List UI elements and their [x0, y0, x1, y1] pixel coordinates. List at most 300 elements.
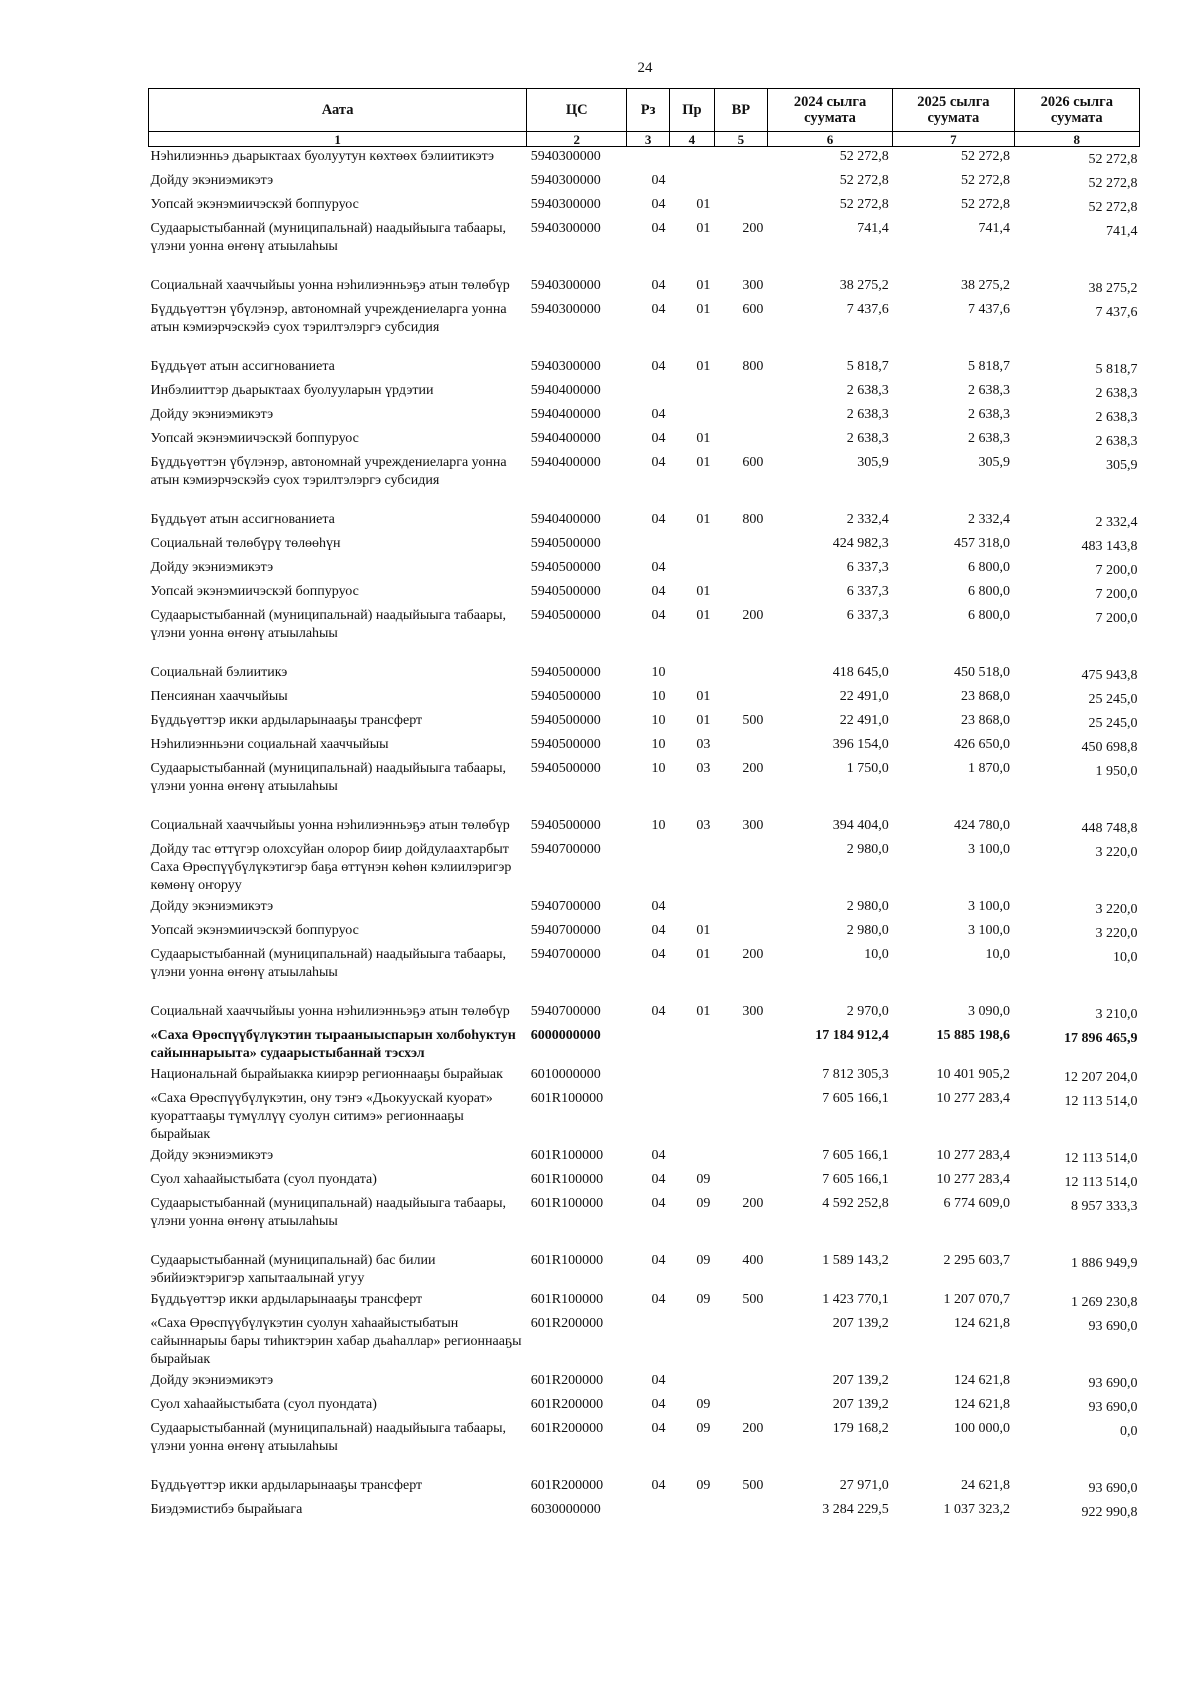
row-pr: 01 — [696, 713, 711, 728]
table-row — [149, 219, 1140, 276]
table-row — [149, 147, 1140, 172]
row-amount-2026: 2 332,4 — [1095, 515, 1138, 530]
row-vr — [714, 1371, 767, 1395]
table-row — [149, 1290, 1140, 1314]
row-cs-code: 5940300000 — [530, 173, 601, 188]
row-cs-code: 5940500000 — [530, 761, 601, 776]
row-pr: 01 — [696, 455, 711, 470]
page-number: 24 — [637, 60, 653, 76]
row-amount-2026: 305,9 — [1106, 458, 1138, 473]
table-row — [149, 1476, 1140, 1500]
row-rz: 10 — [651, 761, 666, 776]
row-vr: 600 — [742, 302, 764, 317]
row-vr — [714, 1146, 767, 1170]
row-vr: 200 — [742, 1421, 764, 1436]
table-row — [149, 945, 1140, 1002]
row-pr — [669, 405, 714, 429]
row-rz: 04 — [651, 359, 666, 374]
row-vr — [714, 147, 767, 172]
row-amount-2025: 2 638,3 — [968, 383, 1011, 398]
row-amount-2024: 2 638,3 — [846, 383, 889, 398]
table-row — [149, 429, 1140, 453]
row-name: Дойду экэниэмикэтэ — [150, 560, 274, 575]
table-row — [149, 171, 1140, 195]
row-rz: 04 — [651, 302, 666, 317]
row-name: Национальнай бырайыакка киирэр регионнааҕы бырайыак — [150, 1067, 503, 1082]
row-amount-2024: 7 605 166,1 — [822, 1172, 889, 1187]
row-name: Судаарыстыбаннай (муниципальнай) наадыйыыга табаары, үлэни уонна өҥөнү атыылаһыы — [150, 221, 507, 254]
header-2025: 2025 сылга суумата — [893, 89, 1014, 132]
table-row — [149, 1146, 1140, 1170]
row-rz: 04 — [651, 1196, 666, 1211]
row-amount-2024: 5 818,7 — [846, 359, 889, 374]
row-vr — [714, 429, 767, 453]
row-pr: 09 — [696, 1478, 711, 1493]
row-pr — [669, 171, 714, 195]
row-name: Бүддьүөттэр икки ардыларынааҕы трансферт — [150, 713, 423, 728]
col-number-7: 7 — [893, 132, 1014, 147]
row-amount-2025: 52 272,8 — [961, 197, 1011, 212]
row-amount-2026: 1 269 230,8 — [1071, 1295, 1138, 1310]
row-rz — [627, 1314, 670, 1371]
row-name: Социальнай төлөбүрү төлөөһүн — [150, 536, 341, 551]
row-amount-2024: 6 337,3 — [846, 608, 889, 623]
table-row — [149, 1251, 1140, 1290]
row-name: Бүддьүөт атын ассигнованиета — [150, 512, 335, 527]
table-header — [149, 89, 1140, 147]
row-cs-code: 5940500000 — [530, 584, 601, 599]
table-row — [149, 663, 1140, 687]
row-pr — [669, 1500, 714, 1524]
row-pr — [669, 1026, 714, 1065]
row-amount-2026: 25 245,0 — [1088, 716, 1138, 731]
row-vr — [714, 735, 767, 759]
row-amount-2026: 483 143,8 — [1081, 539, 1138, 554]
row-amount-2026: 1 950,0 — [1095, 764, 1138, 779]
row-vr: 200 — [742, 947, 764, 962]
row-cs-code: 5940700000 — [530, 923, 601, 938]
row-pr — [669, 558, 714, 582]
row-amount-2025: 23 868,0 — [961, 689, 1011, 704]
row-vr: 500 — [742, 713, 764, 728]
col-number-5: 5 — [714, 132, 767, 147]
row-pr — [669, 840, 714, 897]
row-vr: 200 — [742, 221, 764, 236]
row-rz: 04 — [651, 431, 666, 446]
row-vr: 500 — [742, 1478, 764, 1493]
row-cs-code: 5940400000 — [530, 455, 601, 470]
table-row — [149, 1371, 1140, 1395]
row-amount-2025: 3 090,0 — [968, 1004, 1011, 1019]
row-rz: 04 — [651, 923, 666, 938]
row-amount-2025: 2 332,4 — [968, 512, 1011, 527]
row-cs-code: 5940500000 — [530, 665, 601, 680]
row-cs-code: 601R100000 — [530, 1253, 604, 1268]
row-amount-2024: 2 332,4 — [846, 512, 889, 527]
row-rz — [627, 840, 670, 897]
row-amount-2024: 7 437,6 — [846, 302, 889, 317]
row-amount-2026: 93 690,0 — [1088, 1481, 1138, 1496]
row-rz: 10 — [651, 665, 666, 680]
row-name: Судаарыстыбаннай (муниципальнай) бас билии эбийиэктэригэр хапытаалынай угуу — [150, 1253, 436, 1286]
row-amount-2025: 124 621,8 — [954, 1373, 1011, 1388]
row-name: Бүддьүөттэн үбүлэнэр, автономнай учреждениеларга уонна атын кэмиэрчэскэйэ суох тэрилтэлэргэ субсидия — [150, 455, 507, 488]
row-name: Судаарыстыбаннай (муниципальнай) наадыйыыга табаары, үлэни уонна өҥөнү атыылаһыы — [150, 1196, 507, 1229]
row-vr — [714, 534, 767, 558]
row-cs-code: 601R100000 — [530, 1091, 604, 1106]
row-amount-2025: 100 000,0 — [954, 1421, 1011, 1436]
row-amount-2026: 475 943,8 — [1081, 668, 1138, 683]
header-2026: 2026 сылга суумата — [1014, 89, 1139, 132]
row-pr: 09 — [696, 1421, 711, 1436]
row-amount-2025: 3 100,0 — [968, 842, 1011, 857]
row-vr — [714, 1026, 767, 1065]
col-number-1: 1 — [149, 132, 527, 147]
row-name: Пенсиянан хааччыйыы — [150, 689, 288, 704]
row-vr — [714, 687, 767, 711]
row-vr — [714, 663, 767, 687]
row-amount-2026: 52 272,8 — [1088, 152, 1138, 167]
row-amount-2025: 124 621,8 — [954, 1397, 1011, 1412]
row-amount-2025: 6 800,0 — [968, 584, 1011, 599]
row-vr: 200 — [742, 1196, 764, 1211]
row-amount-2026: 12 113 514,0 — [1064, 1151, 1138, 1166]
row-amount-2025: 1 870,0 — [968, 761, 1011, 776]
row-cs-code: 5940500000 — [530, 713, 601, 728]
row-amount-2025: 52 272,8 — [961, 149, 1011, 164]
row-vr — [714, 1500, 767, 1524]
row-cs-code: 601R200000 — [530, 1421, 604, 1436]
row-cs-code: 5940500000 — [530, 560, 601, 575]
row-name: Бүддьүөт атын ассигнованиета — [150, 359, 335, 374]
row-name: Суол хаһаайыстыбата (суол пуондата) — [150, 1172, 377, 1187]
table-row — [149, 759, 1140, 816]
row-vr — [714, 195, 767, 219]
col-number-3: 3 — [627, 132, 670, 147]
row-amount-2024: 2 970,0 — [846, 1004, 889, 1019]
row-amount-2026: 3 220,0 — [1095, 926, 1138, 941]
row-cs-code: 5940300000 — [530, 149, 601, 164]
row-amount-2026: 0,0 — [1120, 1424, 1138, 1439]
row-pr — [669, 534, 714, 558]
row-vr — [714, 558, 767, 582]
row-vr — [714, 921, 767, 945]
row-rz: 04 — [651, 197, 666, 212]
row-pr: 01 — [696, 947, 711, 962]
row-cs-code: 5940400000 — [530, 407, 601, 422]
row-rz: 04 — [651, 1148, 666, 1163]
row-amount-2025: 5 818,7 — [968, 359, 1011, 374]
row-amount-2026: 3 210,0 — [1095, 1007, 1138, 1022]
row-amount-2026: 5 818,7 — [1095, 362, 1138, 377]
row-rz: 04 — [651, 1253, 666, 1268]
row-cs-code: 601R200000 — [530, 1397, 604, 1412]
row-pr — [669, 147, 714, 172]
row-vr — [714, 1065, 767, 1089]
row-pr: 09 — [696, 1253, 711, 1268]
row-name: Судаарыстыбаннай (муниципальнай) наадыйыыга табаары, үлэни уонна өҥөнү атыылаһыы — [150, 1421, 507, 1454]
row-pr — [669, 1065, 714, 1089]
table-row — [149, 840, 1140, 897]
table-row — [149, 558, 1140, 582]
row-rz — [627, 381, 670, 405]
row-pr: 01 — [696, 1004, 711, 1019]
row-pr: 01 — [696, 689, 711, 704]
row-pr — [669, 1089, 714, 1146]
row-vr: 800 — [742, 512, 764, 527]
col-number-2: 2 — [527, 132, 627, 147]
budget-table — [148, 88, 1140, 1524]
row-pr — [669, 1146, 714, 1170]
header-cs: ЦС — [527, 89, 627, 132]
row-name: Социальнай бэлиитикэ — [150, 665, 288, 680]
col-number-8: 8 — [1014, 132, 1139, 147]
row-amount-2026: 922 990,8 — [1081, 1505, 1138, 1520]
row-amount-2024: 52 272,8 — [839, 197, 889, 212]
row-name: Нэһилиэнньэ дьарыктаах буолуутун көхтөөх бэлиитикэтэ — [150, 149, 495, 164]
row-amount-2025: 7 437,6 — [968, 302, 1011, 317]
row-cs-code: 5940300000 — [530, 221, 601, 236]
row-name: Биэдэмистибэ бырайыага — [150, 1502, 303, 1517]
row-rz: 04 — [651, 221, 666, 236]
row-amount-2025: 15 885 198,6 — [936, 1028, 1011, 1043]
table-row — [149, 735, 1140, 759]
row-vr: 300 — [742, 278, 764, 293]
row-amount-2025: 124 621,8 — [954, 1316, 1011, 1331]
row-name: Уопсай экэнэмиичэскэй боппуруос — [150, 431, 359, 446]
table-row — [149, 921, 1140, 945]
row-name: Уопсай экэнэмиичэскэй боппуруос — [150, 584, 359, 599]
row-amount-2026: 12 207 204,0 — [1064, 1070, 1138, 1085]
table-row — [149, 405, 1140, 429]
row-vr — [714, 1395, 767, 1419]
row-pr: 09 — [696, 1196, 711, 1211]
row-cs-code: 601R200000 — [530, 1373, 604, 1388]
row-name: Социальнай хааччыйыы уонна нэһилиэнньэҕэ атын төлөбүр — [150, 818, 510, 833]
row-pr — [669, 381, 714, 405]
row-name: Судаарыстыбаннай (муниципальнай) наадыйыыга табаары, үлэни уонна өҥөнү атыылаһыы — [150, 947, 507, 980]
row-amount-2024: 179 168,2 — [832, 1421, 889, 1436]
row-amount-2026: 448 748,8 — [1081, 821, 1138, 836]
row-amount-2025: 52 272,8 — [961, 173, 1011, 188]
row-cs-code: 601R100000 — [530, 1148, 604, 1163]
row-pr: 01 — [696, 512, 711, 527]
row-cs-code: 5940300000 — [530, 197, 601, 212]
row-name: Бүддьүөттэр икки ардыларынааҕы трансферт — [150, 1292, 423, 1307]
header-vr: ВР — [714, 89, 767, 132]
row-amount-2024: 38 275,2 — [839, 278, 889, 293]
row-rz — [627, 1500, 670, 1524]
row-name: Судаарыстыбаннай (муниципальнай) наадыйыыга табаары, үлэни уонна өҥөнү атыылаһыы — [150, 761, 507, 794]
row-pr — [669, 1371, 714, 1395]
row-amount-2025: 426 650,0 — [954, 737, 1011, 752]
row-name: Дойду экэниэмикэтэ — [150, 1373, 274, 1388]
row-pr: 03 — [696, 737, 711, 752]
table-row — [149, 300, 1140, 357]
row-rz: 04 — [651, 512, 666, 527]
row-rz — [627, 1089, 670, 1146]
row-amount-2026: 93 690,0 — [1088, 1400, 1138, 1415]
row-pr — [669, 897, 714, 921]
row-vr: 400 — [742, 1253, 764, 1268]
row-vr — [714, 1089, 767, 1146]
row-rz — [627, 534, 670, 558]
row-pr: 01 — [696, 359, 711, 374]
row-amount-2026: 741,4 — [1106, 224, 1138, 239]
row-cs-code: 601R200000 — [530, 1478, 604, 1493]
row-amount-2026: 7 200,0 — [1095, 611, 1138, 626]
row-amount-2024: 7 605 166,1 — [822, 1148, 889, 1163]
row-amount-2026: 8 957 333,3 — [1071, 1199, 1138, 1214]
row-amount-2024: 6 337,3 — [846, 584, 889, 599]
row-amount-2026: 7 200,0 — [1095, 563, 1138, 578]
row-amount-2024: 418 645,0 — [832, 665, 889, 680]
row-vr: 600 — [742, 455, 764, 470]
row-amount-2026: 38 275,2 — [1088, 281, 1138, 296]
row-amount-2024: 6 337,3 — [846, 560, 889, 575]
row-amount-2025: 1 207 070,7 — [943, 1292, 1011, 1307]
table-row — [149, 1089, 1140, 1146]
row-amount-2026: 2 638,3 — [1095, 434, 1138, 449]
row-amount-2025: 10 277 283,4 — [936, 1172, 1011, 1187]
header-2024: 2024 сылга суумата — [767, 89, 892, 132]
row-cs-code: 5940700000 — [530, 842, 601, 857]
col-number-4: 4 — [669, 132, 714, 147]
row-pr: 01 — [696, 197, 711, 212]
row-amount-2024: 10,0 — [864, 947, 889, 962]
row-pr: 09 — [696, 1292, 711, 1307]
row-rz: 04 — [651, 1397, 666, 1412]
table-body — [149, 147, 1140, 1525]
col-number-6: 6 — [767, 132, 892, 147]
row-vr — [714, 1314, 767, 1371]
row-amount-2024: 17 184 912,4 — [815, 1028, 889, 1043]
row-amount-2026: 52 272,8 — [1088, 200, 1138, 215]
row-amount-2024: 305,9 — [857, 455, 889, 470]
row-amount-2024: 207 139,2 — [832, 1397, 889, 1412]
row-cs-code: 5940500000 — [530, 689, 601, 704]
row-amount-2026: 2 638,3 — [1095, 386, 1138, 401]
row-cs-code: 5940700000 — [530, 1004, 601, 1019]
row-cs-code: 6000000000 — [530, 1028, 601, 1043]
row-rz: 04 — [651, 1373, 666, 1388]
table-row — [149, 606, 1140, 663]
row-amount-2026: 2 638,3 — [1095, 410, 1138, 425]
row-amount-2026: 3 220,0 — [1095, 845, 1138, 860]
row-name: Социальнай хааччыйыы уонна нэһилиэнньэҕэ атын төлөбүр — [150, 1004, 510, 1019]
row-cs-code: 5940300000 — [530, 302, 601, 317]
row-amount-2024: 2 638,3 — [846, 407, 889, 422]
row-amount-2025: 2 638,3 — [968, 407, 1011, 422]
row-vr — [714, 582, 767, 606]
row-rz: 10 — [651, 713, 666, 728]
row-amount-2024: 7 605 166,1 — [822, 1091, 889, 1106]
row-rz: 04 — [651, 278, 666, 293]
row-pr — [669, 1314, 714, 1371]
row-amount-2024: 1 589 143,2 — [822, 1253, 889, 1268]
row-pr: 03 — [696, 761, 711, 776]
table-row — [149, 897, 1140, 921]
row-name: «Саха Өрөспүүбүлүкэтин, ону тэҥэ «Дьокуускай куорат» куораттааҕы түмүллүү суолун ситимэ» регионнааҕы бырайыак — [150, 1091, 493, 1142]
row-amount-2025: 3 100,0 — [968, 899, 1011, 914]
row-cs-code: 5940500000 — [530, 737, 601, 752]
row-amount-2025: 23 868,0 — [961, 713, 1011, 728]
table-row — [149, 453, 1140, 510]
row-rz: 04 — [651, 173, 666, 188]
row-amount-2024: 52 272,8 — [839, 173, 889, 188]
row-pr: 09 — [696, 1172, 711, 1187]
row-name: Уопсай экэнэмиичэскэй боппуруос — [150, 197, 359, 212]
row-cs-code: 6010000000 — [530, 1067, 601, 1082]
row-amount-2024: 207 139,2 — [832, 1316, 889, 1331]
row-vr — [714, 1170, 767, 1194]
table-row — [149, 582, 1140, 606]
budget-table-container — [148, 88, 1140, 1524]
row-name: Дойду экэниэмикэтэ — [150, 1148, 274, 1163]
table-row — [149, 1194, 1140, 1251]
row-rz: 04 — [651, 455, 666, 470]
row-rz: 10 — [651, 689, 666, 704]
row-amount-2026: 7 437,6 — [1095, 305, 1138, 320]
row-cs-code: 5940400000 — [530, 383, 601, 398]
row-pr: 01 — [696, 923, 711, 938]
row-amount-2026: 93 690,0 — [1088, 1319, 1138, 1334]
row-pr: 01 — [696, 302, 711, 317]
row-rz: 04 — [651, 947, 666, 962]
row-vr: 300 — [742, 1004, 764, 1019]
row-amount-2026: 7 200,0 — [1095, 587, 1138, 602]
row-amount-2024: 1 423 770,1 — [822, 1292, 889, 1307]
row-name: Социальнай хааччыйыы уонна нэһилиэнньэҕэ атын төлөбүр — [150, 278, 510, 293]
row-name: Бүддьүөттэн үбүлэнэр, автономнай учреждениеларга уонна атын кэмиэрчэскэйэ суох тэрилтэлэргэ субсидия — [150, 302, 507, 335]
row-rz: 04 — [651, 899, 666, 914]
row-amount-2025: 10 401 905,2 — [936, 1067, 1011, 1082]
row-vr: 800 — [742, 359, 764, 374]
row-amount-2024: 2 638,3 — [846, 431, 889, 446]
row-rz: 04 — [651, 560, 666, 575]
table-row — [149, 195, 1140, 219]
row-amount-2025: 305,9 — [978, 455, 1011, 470]
row-cs-code: 6030000000 — [530, 1502, 601, 1517]
row-amount-2025: 6 800,0 — [968, 560, 1011, 575]
header-rz: Рз — [627, 89, 670, 132]
row-pr: 01 — [696, 431, 711, 446]
row-amount-2024: 22 491,0 — [839, 713, 889, 728]
row-amount-2026: 1 886 949,9 — [1071, 1256, 1138, 1271]
table-row — [149, 1314, 1140, 1371]
row-name: Дойду экэниэмикэтэ — [150, 173, 274, 188]
table-row — [149, 381, 1140, 405]
row-amount-2025: 2 295 603,7 — [943, 1253, 1011, 1268]
table-row — [149, 1026, 1140, 1065]
row-amount-2024: 394 404,0 — [832, 818, 889, 833]
row-cs-code: 601R100000 — [530, 1172, 604, 1187]
row-amount-2024: 1 750,0 — [846, 761, 889, 776]
row-vr — [714, 897, 767, 921]
table-row — [149, 816, 1140, 840]
row-amount-2025: 24 621,8 — [961, 1478, 1011, 1493]
row-amount-2024: 3 284 229,5 — [822, 1502, 889, 1517]
table-row — [149, 687, 1140, 711]
row-cs-code: 5940500000 — [530, 818, 601, 833]
row-amount-2025: 1 037 323,2 — [943, 1502, 1011, 1517]
row-cs-code: 601R100000 — [530, 1196, 604, 1211]
row-rz — [627, 1065, 670, 1089]
row-rz: 04 — [651, 1421, 666, 1436]
row-amount-2025: 3 100,0 — [968, 923, 1011, 938]
row-name: Дойду тас өттүгэр олохсуйан олорор биир дойдулаахтарбыт Саха Өрөспүүбүлүкэтигэр баҕа өттүнэн көһөн кэлиилэригэр көмөнү оҥоруу — [150, 842, 512, 893]
row-rz: 04 — [651, 407, 666, 422]
